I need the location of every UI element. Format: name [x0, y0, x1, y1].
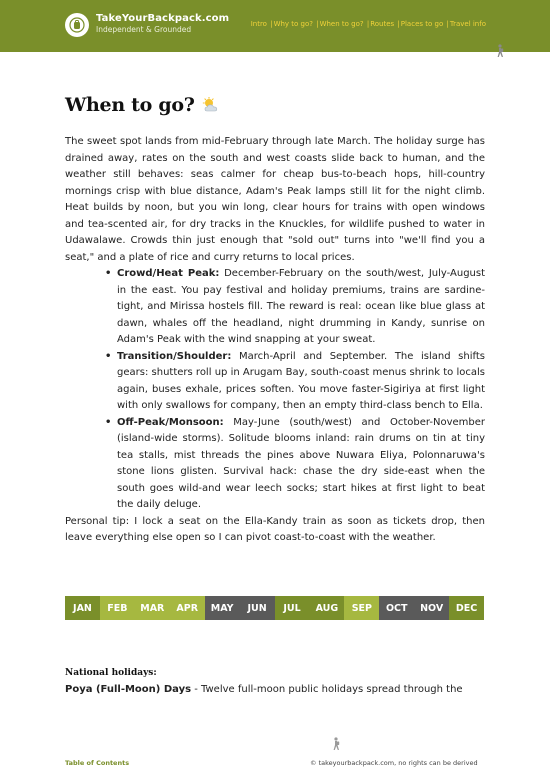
nav-separator: | [364, 20, 370, 28]
sun-behind-cloud-icon [201, 97, 221, 113]
month-nov[interactable]: NOV [414, 596, 449, 620]
nav-separator: | [395, 20, 400, 28]
month-apr[interactable]: APR [170, 596, 205, 620]
title-row [65, 94, 221, 116]
personal-tip: Personal tip: I lock a seat on the Ella-Kandy train as soon as tickets drop, then leave everything else open so I can pivot coast-to-coast with the weather. [65, 515, 485, 543]
footer-copyright: © takeyourbackpack.com, no rights can be derived [310, 759, 478, 767]
list-item [105, 266, 485, 349]
bullet-term: Crowd/Heat Peak: [117, 268, 220, 279]
bullet-term: Off-Peak/Monsoon: [117, 416, 224, 428]
month-feb[interactable]: FEB [100, 596, 135, 620]
list-item [105, 415, 485, 514]
holiday-entry [65, 684, 490, 695]
month-may[interactable]: MAY [205, 596, 240, 620]
brand-subtitle: Independent & Grounded [96, 25, 192, 34]
bullet-term: Transition/Shoulder: [117, 350, 232, 362]
month-dec[interactable]: DEC [449, 596, 484, 620]
nav-link-travel-info[interactable]: Travel info [449, 20, 486, 28]
nav-link-intro[interactable]: Intro [250, 20, 267, 28]
holidays-heading: National holidays: [65, 668, 157, 678]
holiday-name: Poya (Full-Moon) Days [65, 684, 192, 695]
nav-link-places-to-go[interactable]: Places to go [400, 20, 444, 28]
holiday-description: - Twelve full-moon public holidays spread through the [191, 684, 463, 695]
month-season-bar [65, 596, 484, 620]
month-jul[interactable]: JUL [275, 596, 310, 620]
main-content [65, 134, 485, 547]
nav-link-when-to-go[interactable]: When to go? [319, 20, 364, 28]
month-sep[interactable]: SEP [344, 596, 379, 620]
month-jan[interactable]: JAN [65, 596, 100, 620]
bullet-text: December-February on the south/west, July-August in the east. You pay festival and holiday premiums, trains are sardine-tight, and Mirissa hostels fill. The reward is real: ocean like blue glass at dawn, whales off the headland, night drumming in Kandy, sunrise on Adam's Peak with the wind snapping at your sweat. [117, 268, 486, 345]
page-title: When to go? [65, 94, 195, 116]
hiker-icon [331, 737, 341, 751]
bullet-text: March-April and September. The island shifts gears: shutters roll up in Arugam Bay, south-coast menus shrink to locals again, buses exhale, prices soften. You move faster-Sigiriya at first light with only swallows for company, then an empty third-class bench to Ella. [117, 350, 485, 411]
nav-separator: | [267, 20, 273, 28]
nav-link-why-to-go[interactable]: Why to go? [273, 20, 313, 28]
month-aug[interactable]: AUG [309, 596, 344, 620]
list-item [105, 349, 485, 415]
site-header [0, 0, 550, 52]
brand-title[interactable]: TakeYourBackpack.com [96, 13, 230, 24]
season-list [105, 266, 485, 514]
hiker-icon [495, 44, 505, 58]
month-oct[interactable]: OCT [379, 596, 414, 620]
backpack-logo-icon[interactable] [65, 13, 89, 37]
bullet-text: May-June (south/west) and October-November (island-wide storms). Solitude blooms inland: rain drums on tin at tiny tea stalls, mist threads the pines above Nuwara Eliya, Polonnaruwa's stone lions glisten. Survival hack: chase the dry side-east when the south goes wild-and wear leech socks; start hikes at first light to beat the daily deluge. [117, 416, 485, 510]
top-navigation [251, 20, 486, 28]
nav-link-routes[interactable]: Routes [370, 20, 395, 28]
intro-paragraph: The sweet spot lands from mid-February through late March. The holiday surge has drained away, rates on the south and west coasts slide back to human, and the weather still behaves: seas calmer for cheap bus-to-beach hops, hill-country mornings crisp with blue distance, Adam's Peak lamps still lit for the night climb. Heat builds by noon, but you win long, clear hours for trains with open windows and tea-scented air, for dry tracks in the Knuckles, for wildlife pushed to water in Udawalawe. Crowds thin just enough that "sold out" turns into "we'll find you a seat," and a plate of rice and curry returns to local prices. [65, 136, 485, 263]
table-of-contents-link[interactable]: Table of Contents [65, 759, 130, 767]
month-mar[interactable]: MAR [135, 596, 170, 620]
nav-separator: | [444, 20, 449, 28]
month-jun[interactable]: JUN [240, 596, 275, 620]
nav-separator: | [313, 20, 319, 28]
